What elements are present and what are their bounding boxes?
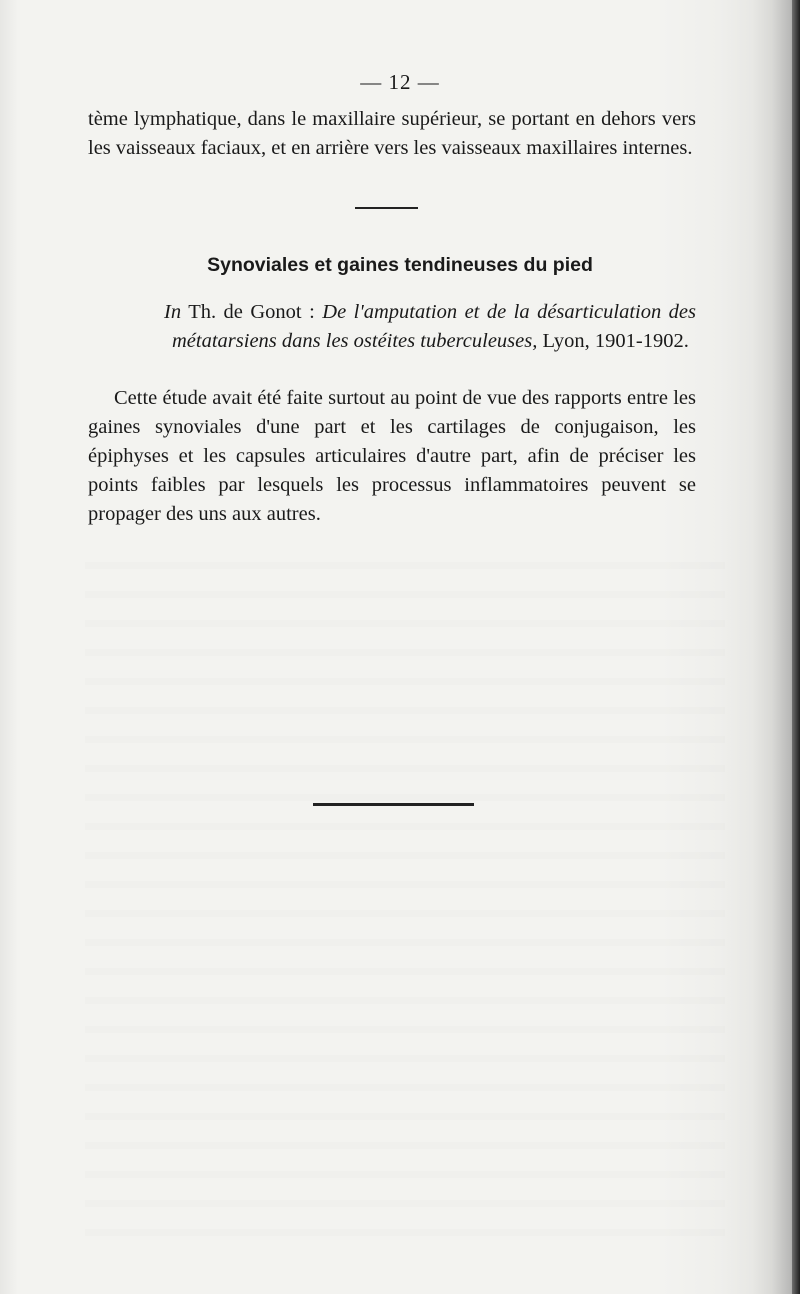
bleed-through-texture bbox=[85, 540, 725, 1240]
bibliographic-reference bbox=[164, 298, 696, 356]
reference-title: De l'amputation et de la désarticulation des métatarsiens dans les ostéites tuberculeuses, bbox=[172, 301, 696, 352]
body-paragraph: Cette étude avait été faite surtout au point de vue des rapports entre les gaines synoviales d'une part et les cartilages de conjugaison, les épiphyses et les capsules articulaires d'autre part, afin de préciser les points faibles par lesquels les processus inflammatoires peuvent se propager des uns aux autres. bbox=[88, 387, 696, 525]
section-divider bbox=[355, 207, 418, 209]
reference-place-date: Lyon, 1901-1902. bbox=[542, 330, 689, 352]
section-title: Synoviales et gaines tendineuses du pied bbox=[207, 254, 593, 276]
book-spine-edge bbox=[792, 0, 800, 1294]
reference-line bbox=[164, 298, 696, 356]
reference-author: Th. de Gonot : bbox=[188, 301, 315, 323]
continued-paragraph: tème lymphatique, dans le maxillaire supérieur, se portant en dehors vers les vaisseaux faciaux, et en arrière vers les vaisseaux maxillaires internes. bbox=[88, 108, 696, 159]
reference-prefix: In bbox=[164, 301, 182, 323]
end-rule bbox=[313, 803, 474, 806]
page-number: — 12 — bbox=[360, 70, 440, 94]
